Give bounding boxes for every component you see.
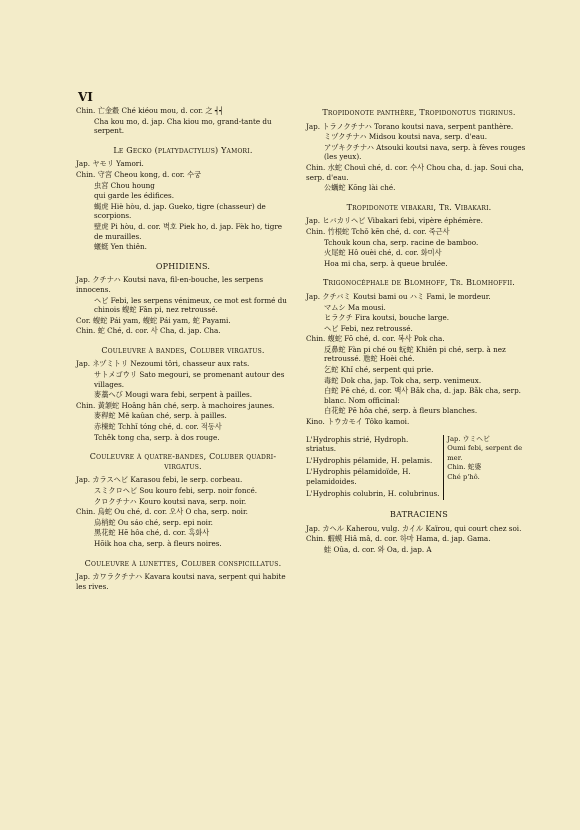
section-heading-vibakari: Tropidonote vibakari, Tr. Vibakari. — [346, 202, 492, 212]
gecko-line: 壁虎 Pi hòu, d. cor. 벽호 Piek ho, d. jap. Fèk ho, tigre de murailles. — [94, 221, 283, 241]
couleuvre-lunettes-line: Jap. カワラクチナハ Kavara koutsi nava, serpent qui habite les rives. — [76, 572, 286, 591]
blomhoff-line: Kino. トウカモイ Tôko kamoi. — [306, 417, 410, 427]
couleuvre-bandes-line: Chin. 黃頷蛇 Hoâng hân ché, serp. à machoires jaunes. — [76, 400, 275, 410]
hydrophis-line: L'Hydrophis strié, Hydroph. striatus. — [306, 434, 409, 454]
ophidiens-line: Chin. 蛇 Ché, d. cor. 사 Cha, d. jap. Cha. — [76, 326, 221, 336]
couleuvre-bandes-line: Jap. ネヅミトリ Nezoumi tôri, chasseur aux rats. — [76, 359, 250, 369]
hydrophis-note-line: Oumi febi, serpent de mer. — [447, 444, 523, 462]
blomhoff-line: 反鼻蛇 Fàn pi ché ou 蚖蛇 Khiên pi ché, serp. à nez retroussé. 虺蛇 Hoèi ché. — [324, 344, 506, 364]
vibakari-line: 火尾蛇 Hô ouèi ché, d. cor. 화미사 — [324, 248, 442, 258]
blomhoff-line: 乞蛇 Khǐ ché, serpent qui prie. — [324, 365, 434, 375]
intro-line: Cha kou mo, d. jap. Cha kiou mo, grand-tante du serpent. — [94, 116, 272, 136]
hydrophis-list — [306, 435, 444, 501]
couleuvre-quatre-line: 黑花蛇 Hĕ hôa ché, d. cor. 흑화사 — [94, 528, 210, 538]
hydrophis-note-line: Jap. ウミヘビ — [447, 434, 490, 443]
couleuvre-bandes-line: 麥稈蛇 Mě kaûan ché, serp. à pailles. — [94, 411, 227, 421]
couleuvre-bandes-line: 赤楝蛇 Tchhǐ tóng ché, d. cor. 적동사 — [94, 422, 222, 432]
section-heading-couleuvre-lunettes: Couleuvre à lunettes, Coluber conspicillatus. — [84, 558, 282, 568]
section-heading-couleuvre-quatre: Couleuvre à quatre-bandes, Coluber quadri-virgatus. — [89, 452, 277, 471]
batraciens-line: 蛙 Oûa, d. cor. 와 Oa, d. jap. A — [324, 544, 432, 554]
intro-line: Chin. 亡金縠 Ché kiéou mou, d. cor. 之 ┥┥ — [76, 106, 224, 115]
left-column — [76, 106, 290, 592]
blomhoff-line: マムシ Ma mousi. — [324, 302, 386, 312]
blomhoff-line: 毒蛇 Dok cha, jap. Tok cha, serp. venimeux. — [324, 375, 482, 385]
vibakari-line: Hoa mi cha, serp. à queue brulée. — [324, 258, 448, 268]
panthere-line: Jap. トラノクチナハ Torano koutsi nava, serpent panthère. — [306, 121, 514, 131]
blomhoff-line: 白花蛇 Pĕ hôa ché, serp. à fleurs blanches. — [324, 406, 478, 416]
section-heading-blomhoff: Trigonocéphale de Blomhoff, Tr. Blomhoffii. — [322, 278, 516, 288]
ophidiens-line: Cor. 蝮蛇 Pái yam, 蝮蛇 Pái yam, 蛇 Payami. — [76, 315, 231, 325]
right-column — [306, 106, 532, 556]
hydrophis-line: L'Hydrophis colubrin, H. colubrinus. — [306, 488, 440, 498]
blomhoff-line: Chin. 蝮蛇 Fŏ ché, d. cor. 복사 Pok cha. — [306, 334, 445, 344]
gecko-line: Chin. 守宮 Cheou kong, d. cor. 수궁 — [76, 169, 202, 179]
vibakari-line: Jap. ヒバカリヘビ Vibakari febi, vipère éphémère. — [306, 216, 483, 226]
blomhoff-line: ヒラクチ Fira koutsi, bouche large. — [324, 313, 449, 323]
hydrophis-box — [306, 435, 532, 501]
blomhoff-line: 白蛇 Pĕ ché, d. cor. 백사 Bǎk cha, d. jap. Bǎk cha, serp. blanc. Nom officinal: — [324, 386, 521, 405]
vibakari-line: Tchouk koun cha, serp. racine de bamboo. — [324, 237, 479, 247]
couleuvre-quatre-line: 烏梢蛇 Ou sáo ché, serp. epi noir. — [94, 517, 213, 527]
hydrophis-line: L'Hydrophis pélamidoïde, H. pelamidoides. — [306, 467, 411, 486]
couleuvre-quatre-line: Jap. カラスヘビ Karasou febi, le serp. corbeau. — [76, 475, 243, 485]
gecko-line: 虫宮 Chou houng — [94, 180, 155, 190]
hydrophis-note — [444, 435, 532, 501]
section-heading-panthere: Tropidonote panthère, Tropidonotus tigrinus. — [322, 108, 516, 117]
couleuvre-bandes-line: Tchěk tong cha, serp. à dos rouge. — [94, 432, 220, 442]
ophidiens-line: Jap. クチナハ Koutsi nava, fil-en-bouche, les serpens innocens. — [76, 275, 264, 294]
batraciens-line: Chin. 蝦蟆 Hiâ mâ, d. cor. 하마 Hama, d. jap. Gama. — [306, 534, 491, 544]
gecko-line: qui garde les édifices. — [94, 191, 174, 201]
ophidiens-line: ヘビ Febi, les serpens vénimeux, ce mot est formé du chinois 蝮蛇 Fân pi, nez retroussé. — [94, 295, 287, 315]
gecko-line: 蝎虎 Hiè hòu, d. jap. Gueko, tigre (chasseur) de scorpions. — [94, 201, 266, 221]
gecko-line: 蝘蜓 Yen thiên. — [94, 242, 147, 252]
section-heading-ophidiens: OPHIDIENS. — [155, 261, 211, 271]
panthere-line: Chin. 水蛇 Chouì ché, d. cor. 수사 Chou cha, d. jap. Soui cha, serp. d'eau. — [306, 162, 524, 182]
couleuvre-quatre-line: クロクチナハ Kouro koutsi nava, serp. noir. — [94, 496, 247, 506]
batraciens-line: Jap. カヘル Kaherou, vulg. カイル Kaïrou, qui court chez soi. — [306, 523, 522, 533]
page-number: VI — [78, 90, 93, 104]
couleuvre-quatre-line: Chin. 烏蛇 Ou ché, d. cor. 오사 O cha, serp. noir. — [76, 507, 248, 517]
hydrophis-line: L'Hydrophis pélamide, H. pelamis. — [306, 455, 433, 465]
gecko-line: Jap. ヤモリ Yamori. — [76, 159, 144, 169]
couleuvre-quatre-line: スミクロヘビ Sou kouro febi, serp. noir foncé. — [94, 486, 258, 495]
section-heading-batraciens: BATRACIENS — [390, 510, 448, 520]
couleuvre-bandes-line: サトメゴウリ Sato megouri, se promenant autour des villages. — [94, 370, 285, 389]
hydrophis-note-line: Chin. 蛇婆 — [447, 463, 482, 472]
panthere-line: ミヅクチナハ Midsou koutsi nava, serp. d'eau. — [324, 132, 487, 142]
hydrophis-note-line: Ché p'hô. — [447, 473, 480, 481]
blomhoff-line: ヘビ Febi, nez retroussé. — [324, 323, 413, 333]
vibakari-line: Chin. 竹根蛇 Tchǒ kēn ché, d. cor. 죽근사 — [306, 226, 450, 236]
couleuvre-quatre-line: Hŏik hoa cha, serp. à fleurs noires. — [94, 538, 222, 548]
section-heading-gecko: Le Gecko (platydactylus) Yamori. — [113, 145, 253, 155]
section-heading-couleuvre-bandes: Couleuvre à bandes, Coluber virgatus. — [101, 345, 265, 355]
panthere-line: 公蠣蛇 Kōng lài ché. — [324, 183, 396, 193]
couleuvre-bandes-line: 麥藁へび Mougi wara febi, serpent à pailles. — [94, 390, 252, 400]
panthere-line: アヅキクチナハ Atsouki koutsi nava, serp. à fèves rouges (les yeux). — [324, 142, 526, 162]
blomhoff-line: Jap. クチバミ Koutsi bami ou ハミ Fami, le mordeur. — [306, 291, 491, 301]
